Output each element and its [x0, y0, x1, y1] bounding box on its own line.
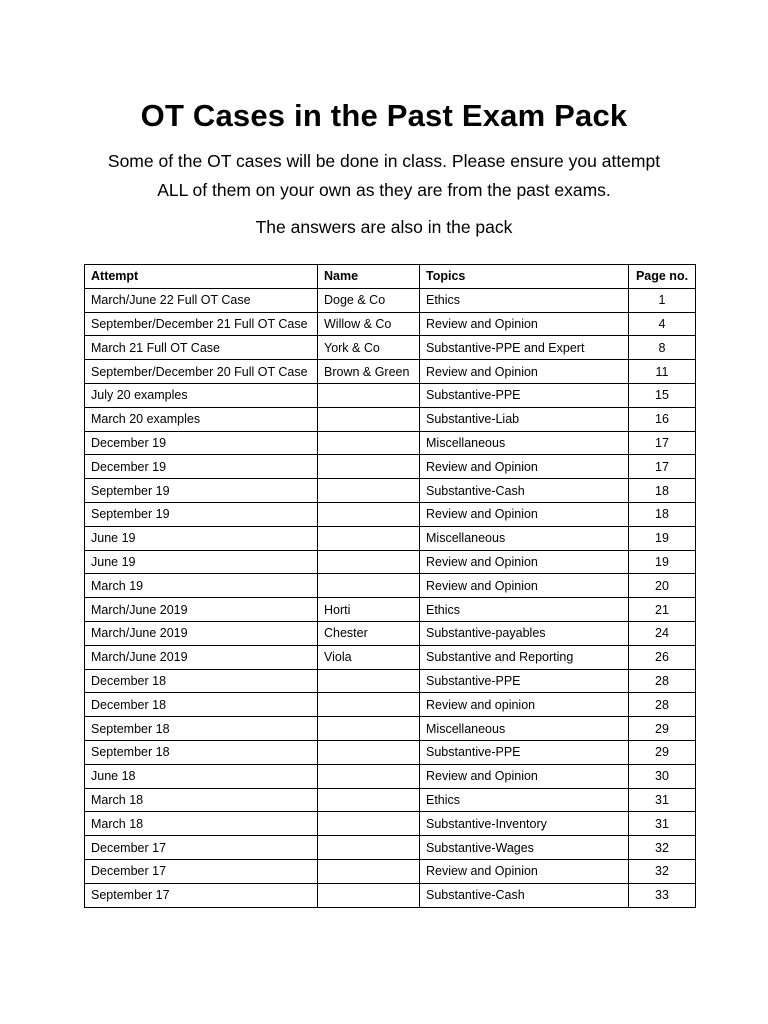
cell-name: York & Co [318, 336, 420, 360]
cell-topics: Review and Opinion [420, 455, 629, 479]
cell-topics: Substantive and Reporting [420, 645, 629, 669]
table-row [85, 883, 696, 907]
cell-page-no: 28 [629, 669, 696, 693]
cell-topics: Substantive-Inventory [420, 812, 629, 836]
cell-page-no: 8 [629, 336, 696, 360]
cell-attempt: March 18 [85, 812, 318, 836]
cell-page-no: 26 [629, 645, 696, 669]
page-title: OT Cases in the Past Exam Pack [140, 98, 628, 133]
cell-attempt: June 18 [85, 764, 318, 788]
cell-name [318, 812, 420, 836]
cell-topics: Review and Opinion [420, 859, 629, 883]
cell-name: Chester [318, 621, 420, 645]
cell-name [318, 550, 420, 574]
cell-name [318, 717, 420, 741]
table-row [85, 764, 696, 788]
ot-cases-table [84, 264, 696, 908]
cell-attempt: March/June 22 Full OT Case [85, 288, 318, 312]
table-row [85, 598, 696, 622]
cell-topics: Review and Opinion [420, 550, 629, 574]
cell-topics: Substantive-Cash [420, 883, 629, 907]
cell-attempt: July 20 examples [85, 383, 318, 407]
table-row [85, 479, 696, 503]
table-row [85, 574, 696, 598]
table-row [85, 550, 696, 574]
cell-page-no: 30 [629, 764, 696, 788]
cell-attempt: September/December 21 Full OT Case [85, 312, 318, 336]
cell-page-no: 18 [629, 479, 696, 503]
cell-attempt: March 18 [85, 788, 318, 812]
cell-name [318, 455, 420, 479]
table-row [85, 669, 696, 693]
cell-topics: Review and Opinion [420, 312, 629, 336]
intro-line: Some of the OT cases will be done in class. Please ensure you attempt [107, 151, 661, 171]
table-row [85, 621, 696, 645]
table-body [85, 288, 696, 907]
cell-page-no: 24 [629, 621, 696, 645]
cell-topics: Ethics [420, 598, 629, 622]
cell-attempt: March 21 Full OT Case [85, 336, 318, 360]
table-row [85, 336, 696, 360]
cell-attempt: September 18 [85, 717, 318, 741]
cell-name [318, 836, 420, 860]
header-topics: Topics [420, 265, 629, 289]
cell-page-no: 29 [629, 717, 696, 741]
cell-attempt: December 18 [85, 693, 318, 717]
cell-name: Doge & Co [318, 288, 420, 312]
table-row [85, 383, 696, 407]
table-row [85, 645, 696, 669]
table-row [85, 312, 696, 336]
table-header-row [85, 265, 696, 289]
table-row [85, 812, 696, 836]
cell-name [318, 431, 420, 455]
cell-page-no: 31 [629, 788, 696, 812]
table-row [85, 836, 696, 860]
table-row [85, 788, 696, 812]
cell-page-no: 17 [629, 455, 696, 479]
cell-attempt: September 18 [85, 740, 318, 764]
cell-attempt: December 18 [85, 669, 318, 693]
cell-page-no: 16 [629, 407, 696, 431]
cell-topics: Substantive-PPE [420, 669, 629, 693]
cell-name [318, 859, 420, 883]
cell-page-no: 4 [629, 312, 696, 336]
cell-name [318, 693, 420, 717]
table-row [85, 859, 696, 883]
cell-name [318, 740, 420, 764]
cell-topics: Miscellaneous [420, 431, 629, 455]
cell-attempt: March/June 2019 [85, 598, 318, 622]
cell-attempt: December 19 [85, 455, 318, 479]
answers-note: The answers are also in the pack [255, 217, 513, 237]
cell-name [318, 574, 420, 598]
cell-name [318, 788, 420, 812]
cell-page-no: 28 [629, 693, 696, 717]
cell-page-no: 29 [629, 740, 696, 764]
cell-attempt: September 17 [85, 883, 318, 907]
table-row [85, 455, 696, 479]
cell-page-no: 32 [629, 859, 696, 883]
intro-line: ALL of them on your own as they are from the past exams. [157, 180, 611, 200]
cell-page-no: 17 [629, 431, 696, 455]
cell-page-no: 21 [629, 598, 696, 622]
table-row [85, 502, 696, 526]
cell-name: Brown & Green [318, 360, 420, 384]
table-row [85, 740, 696, 764]
cell-topics: Substantive-payables [420, 621, 629, 645]
cell-topics: Ethics [420, 288, 629, 312]
cell-page-no: 33 [629, 883, 696, 907]
cell-name [318, 883, 420, 907]
cell-page-no: 15 [629, 383, 696, 407]
cell-attempt: December 17 [85, 836, 318, 860]
cell-name [318, 764, 420, 788]
cell-name: Willow & Co [318, 312, 420, 336]
cell-topics: Review and Opinion [420, 360, 629, 384]
cell-name: Viola [318, 645, 420, 669]
cell-topics: Substantive-PPE and Expert [420, 336, 629, 360]
cell-name [318, 526, 420, 550]
cell-page-no: 31 [629, 812, 696, 836]
cell-topics: Substantive-Cash [420, 479, 629, 503]
cell-name [318, 669, 420, 693]
cell-attempt: June 19 [85, 526, 318, 550]
cell-topics: Review and Opinion [420, 764, 629, 788]
table-row [85, 431, 696, 455]
cell-attempt: December 19 [85, 431, 318, 455]
cell-name [318, 502, 420, 526]
cell-page-no: 11 [629, 360, 696, 384]
table-row [85, 407, 696, 431]
table-row [85, 526, 696, 550]
cell-topics: Miscellaneous [420, 526, 629, 550]
cell-topics: Substantive-Liab [420, 407, 629, 431]
cell-topics: Ethics [420, 788, 629, 812]
cell-name [318, 407, 420, 431]
cell-topics: Review and Opinion [420, 574, 629, 598]
cell-topics: Review and opinion [420, 693, 629, 717]
cell-attempt: December 17 [85, 859, 318, 883]
cell-attempt: September 19 [85, 479, 318, 503]
cell-attempt: June 19 [85, 550, 318, 574]
cell-attempt: September 19 [85, 502, 318, 526]
cell-page-no: 19 [629, 550, 696, 574]
header-attempt: Attempt [85, 265, 318, 289]
cell-topics: Substantive-Wages [420, 836, 629, 860]
cell-attempt: March 20 examples [85, 407, 318, 431]
table-row [85, 717, 696, 741]
cell-page-no: 1 [629, 288, 696, 312]
cell-page-no: 32 [629, 836, 696, 860]
cell-page-no: 20 [629, 574, 696, 598]
cell-name [318, 479, 420, 503]
cell-name: Horti [318, 598, 420, 622]
table-row [85, 693, 696, 717]
cell-name [318, 383, 420, 407]
cell-attempt: September/December 20 Full OT Case [85, 360, 318, 384]
cell-page-no: 18 [629, 502, 696, 526]
cell-topics: Substantive-PPE [420, 383, 629, 407]
cell-topics: Review and Opinion [420, 502, 629, 526]
cell-attempt: March 19 [85, 574, 318, 598]
table-row [85, 360, 696, 384]
cell-attempt: March/June 2019 [85, 621, 318, 645]
cell-topics: Miscellaneous [420, 717, 629, 741]
cell-page-no: 19 [629, 526, 696, 550]
intro-paragraph [0, 147, 768, 205]
header-name: Name [318, 265, 420, 289]
table-row [85, 288, 696, 312]
cell-attempt: March/June 2019 [85, 645, 318, 669]
header-page-no: Page no. [629, 265, 696, 289]
cell-topics: Substantive-PPE [420, 740, 629, 764]
